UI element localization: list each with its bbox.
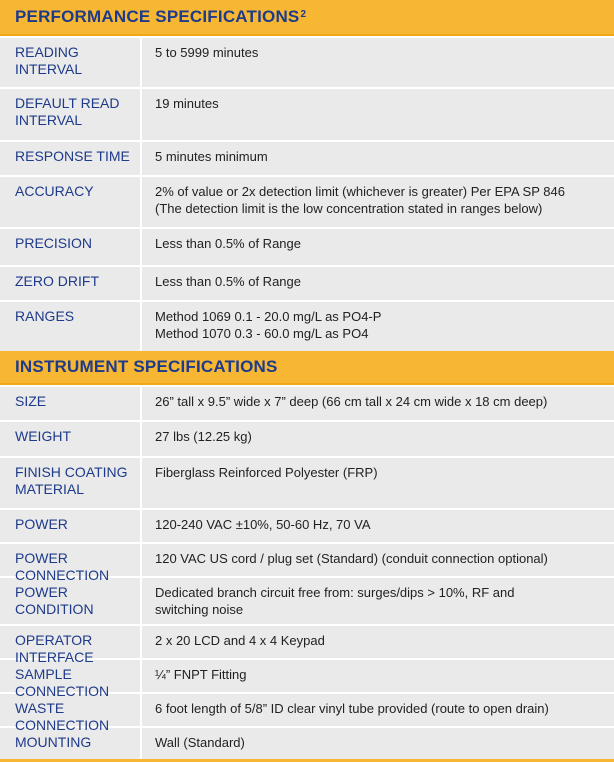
spec-row-ranges [0,300,614,351]
spec-label: RESPONSE TIME [0,142,142,175]
spec-value [142,578,614,624]
spec-value [142,626,614,658]
spec-label: FINISH COATING MATERIAL [0,458,142,508]
spec-row-accuracy [0,175,614,227]
spec-value [142,267,614,300]
spec-label: WEIGHT [0,422,142,456]
spec-label: ZERO DRIFT [0,267,142,300]
spec-value [142,422,614,456]
spec-value [142,142,614,175]
spec-row-reading-interval [0,36,614,87]
spec-label: OPERATOR INTERFACE [0,626,142,658]
spec-value-line: Dedicated branch circuit free from: surges/dips > 10%, RF and [155,585,515,600]
instrument-table [0,385,614,759]
spec-row-sample-connection [0,658,614,699]
spec-row-waste-connection [0,692,614,733]
spec-row-weight [0,420,614,456]
spec-value-line: Fiberglass Reinforced Polyester (FRP) [155,465,378,480]
spec-value-line: 19 minutes [155,96,219,111]
spec-value [142,510,614,542]
spec-label: ACCURACY [0,177,142,227]
spec-label: RANGES [0,302,142,351]
spec-label: READING INTERVAL [0,38,142,87]
spec-row-precision [0,227,614,265]
spec-label: PRECISION [0,229,142,265]
spec-value-line: switching noise [155,602,244,617]
spec-value [142,694,614,726]
spec-row-mounting [0,726,614,759]
spec-row-power-connection [0,542,614,583]
spec-value-line: 6 foot length of 5/8” ID clear vinyl tube provided (route to open drain) [155,701,549,716]
spec-row-size [0,385,614,420]
spec-row-zero-drift [0,265,614,300]
spec-label: SAMPLE CONNECTION [0,660,142,692]
instrument-header [0,351,614,385]
spec-label: POWER CONNECTION [0,544,142,576]
spec-value [142,38,614,87]
spec-value-line: 120-240 VAC ±10%, 50-60 Hz, 70 VA [155,517,371,532]
performance-table [0,36,614,351]
spec-row-power [0,508,614,542]
spec-value [142,660,614,692]
spec-value-line: Method 1070 0.3 - 60.0 mg/L as PO4 [155,326,369,341]
spec-row-finish-coating-material [0,456,614,508]
spec-label: SIZE [0,387,142,420]
spec-value-line: Wall (Standard) [155,735,245,750]
spec-value [142,89,614,140]
spec-row-response-time [0,140,614,175]
spec-value [142,458,614,508]
instrument-title: INSTRUMENT SPECIFICATIONS [15,357,278,376]
spec-value-line: Method 1069 0.1 - 20.0 mg/L as PO4-P [155,309,382,324]
spec-label: DEFAULT READ INTERVAL [0,89,142,140]
spec-value-line: 27 lbs (12.25 kg) [155,429,252,444]
spec-row-power-condition [0,576,614,624]
spec-label: POWER [0,510,142,542]
performance-title: PERFORMANCE SPECIFICATIONS [15,7,300,26]
spec-label: POWER CONDITION [0,578,142,624]
spec-value-line: Less than 0.5% of Range [155,236,301,251]
spec-label: WASTE CONNECTION [0,694,142,726]
spec-value-line: 5 minutes minimum [155,149,268,164]
spec-value-line: 2 x 20 LCD and 4 x 4 Keypad [155,633,325,648]
spec-row-default-read-interval [0,87,614,140]
spec-value-line: ¼” FNPT Fitting [155,667,247,682]
spec-value [142,302,614,351]
spec-value [142,177,614,227]
performance-footnote: 2 [300,8,307,20]
spec-row-operator-interface [0,624,614,665]
spec-value [142,229,614,265]
spec-value-line: 120 VAC US cord / plug set (Standard) (conduit connection optional) [155,551,548,566]
spec-value [142,544,614,576]
spec-value-line: 5 to 5999 minutes [155,45,259,60]
spec-value-line: 2% of value or 2x detection limit (whichever is greater) Per EPA SP 846 [155,184,565,199]
spec-label: MOUNTING [0,728,142,759]
spec-value-line: (The detection limit is the low concentration stated in ranges below) [155,201,543,216]
spec-value-line: Less than 0.5% of Range [155,274,301,289]
spec-value [142,387,614,420]
spec-value-line: 26” tall x 9.5” wide x 7” deep (66 cm tall x 24 cm wide x 18 cm deep) [155,394,548,409]
performance-header [0,0,614,36]
